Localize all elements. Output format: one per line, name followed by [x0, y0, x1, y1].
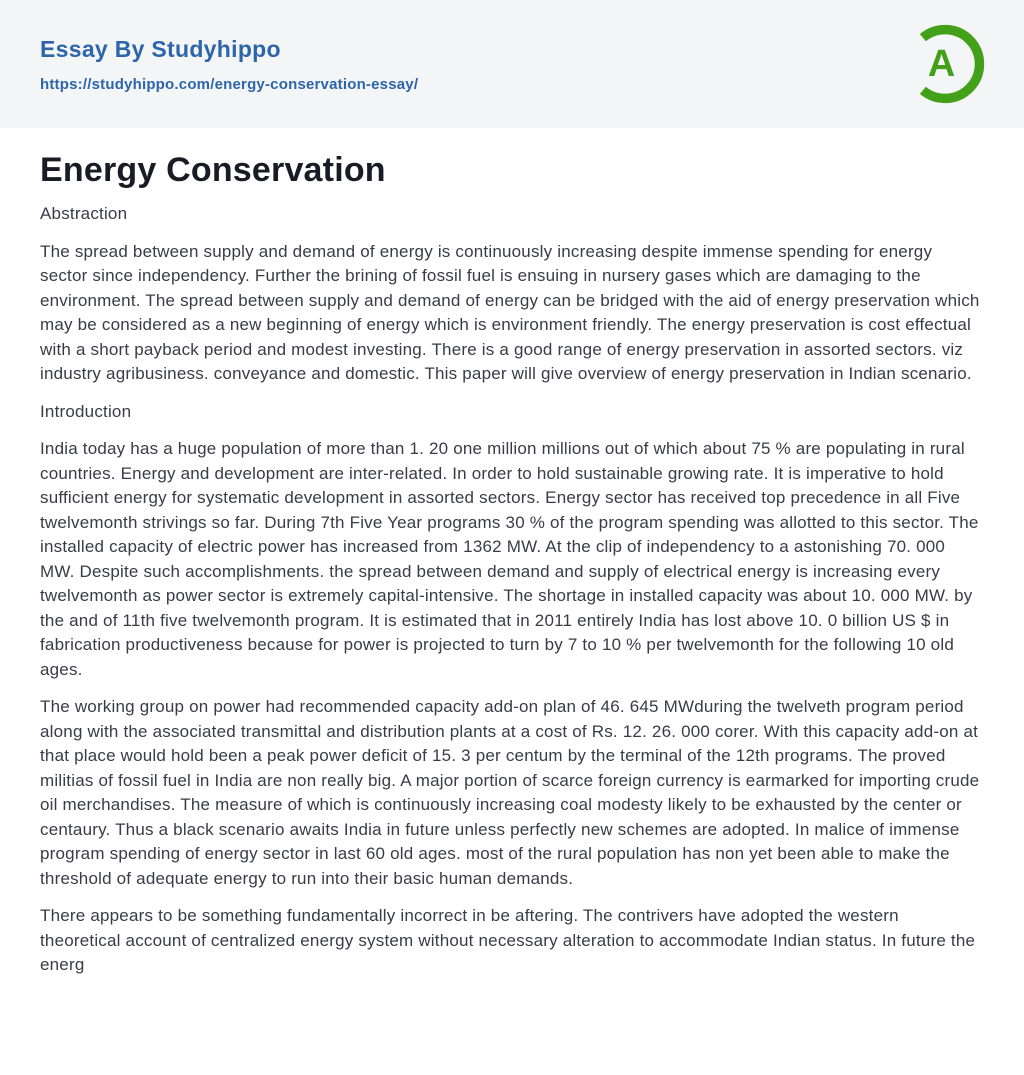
page-title: Energy Conservation — [40, 151, 386, 189]
paragraph-abstract: The spread between supply and demand of energy is continuously increasing despite immense spending for energy sector since independency. Further the brining of fossil fuel is ensuing in nursery gases which are damaging to the environment. The spread between supply and demand of energy can be bridged with the aid of energy preservation which may be considered as a new beginning of energy which is environment friendly. The energy preservation is cost effectual with a short payback period and modest investing. There is a good range of energy preservation in assorted sectors. viz industry agribusiness. conveyance and domestic. This paper will give overview of energy preservation in Indian scenario. — [40, 241, 980, 383]
section-label-abstraction: Abstraction — [40, 204, 128, 223]
document-body — [0, 151, 1024, 978]
header-info — [40, 36, 418, 93]
site-header — [0, 0, 1024, 128]
paragraph-introduction-3-truncated: There appears to be something fundamentally incorrect in be aftering. The contrivers have adopted the western theoretical account of centralized energy system without necessary alteration to accommodate Indian status. In future the energ — [40, 906, 976, 974]
site-title: Essay By Studyhippo — [40, 35, 281, 62]
paragraph-introduction-1: India today has a huge population of more than 1. 20 one million millions out of which about 75 % are populating in rural countries. Energy and development are inter-related. In order to hold sustainable growing rate. It is imperative to hold sufficient energy for systematic development in assorted sectors. Energy sector has received top precedence in all Five twelvemonth strivings so far. During 7th Five Year programs 30 % of the program spending was allotted to this sector. The installed capacity of electric power has increased from 1362 MW. At the clip of independency to a astonishing 70. 000 MW. Despite such accomplishments. the spread between demand and supply of electrical energy is increasing every twelvemonth as power sector is extremely capital-intensive. The shortage in installed capacity was about 10. 000 MW. by the and of 11th five twelvemonth program. It is estimated that in 2011 entirely India has lost above 10. 0 billion US $ in fabrication productiveness because for power is projected to turn by 7 to 10 % per twelvemonth for the following 10 old ages. — [40, 439, 979, 679]
page-url-link[interactable]: https://studyhippo.com/energy-conservation-essay/ — [40, 75, 419, 93]
studyhippo-logo-icon — [902, 21, 988, 107]
section-label-introduction: Introduction — [40, 401, 132, 421]
paragraph-introduction-2: The working group on power had recommended capacity add-on plan of 46. 645 MWduring the twelveth program period along with the associated transmittal and distribution plants at a cost of Rs. 12. 26. 000 corer. With this capacity add-on at that place would hold been a peak power deficit of 15. 3 per centum by the terminal of the 12th programs. The proved militias of fossil fuel in India are non really big. A major portion of scarce foreign currency is earmarked for importing crude oil merchandises. The measure of which is continuously increasing coal modesty likely to be exhausted by the center or centaury. Thus a black scenario awaits India in future unless perfectly new schemes are adopted. In malice of immense program spending of energy sector in last 60 old ages. most of the rural population has non yet been able to make the threshold of adequate energy to run into their basic human demands. — [40, 697, 980, 888]
logo-letter: A — [927, 43, 956, 86]
